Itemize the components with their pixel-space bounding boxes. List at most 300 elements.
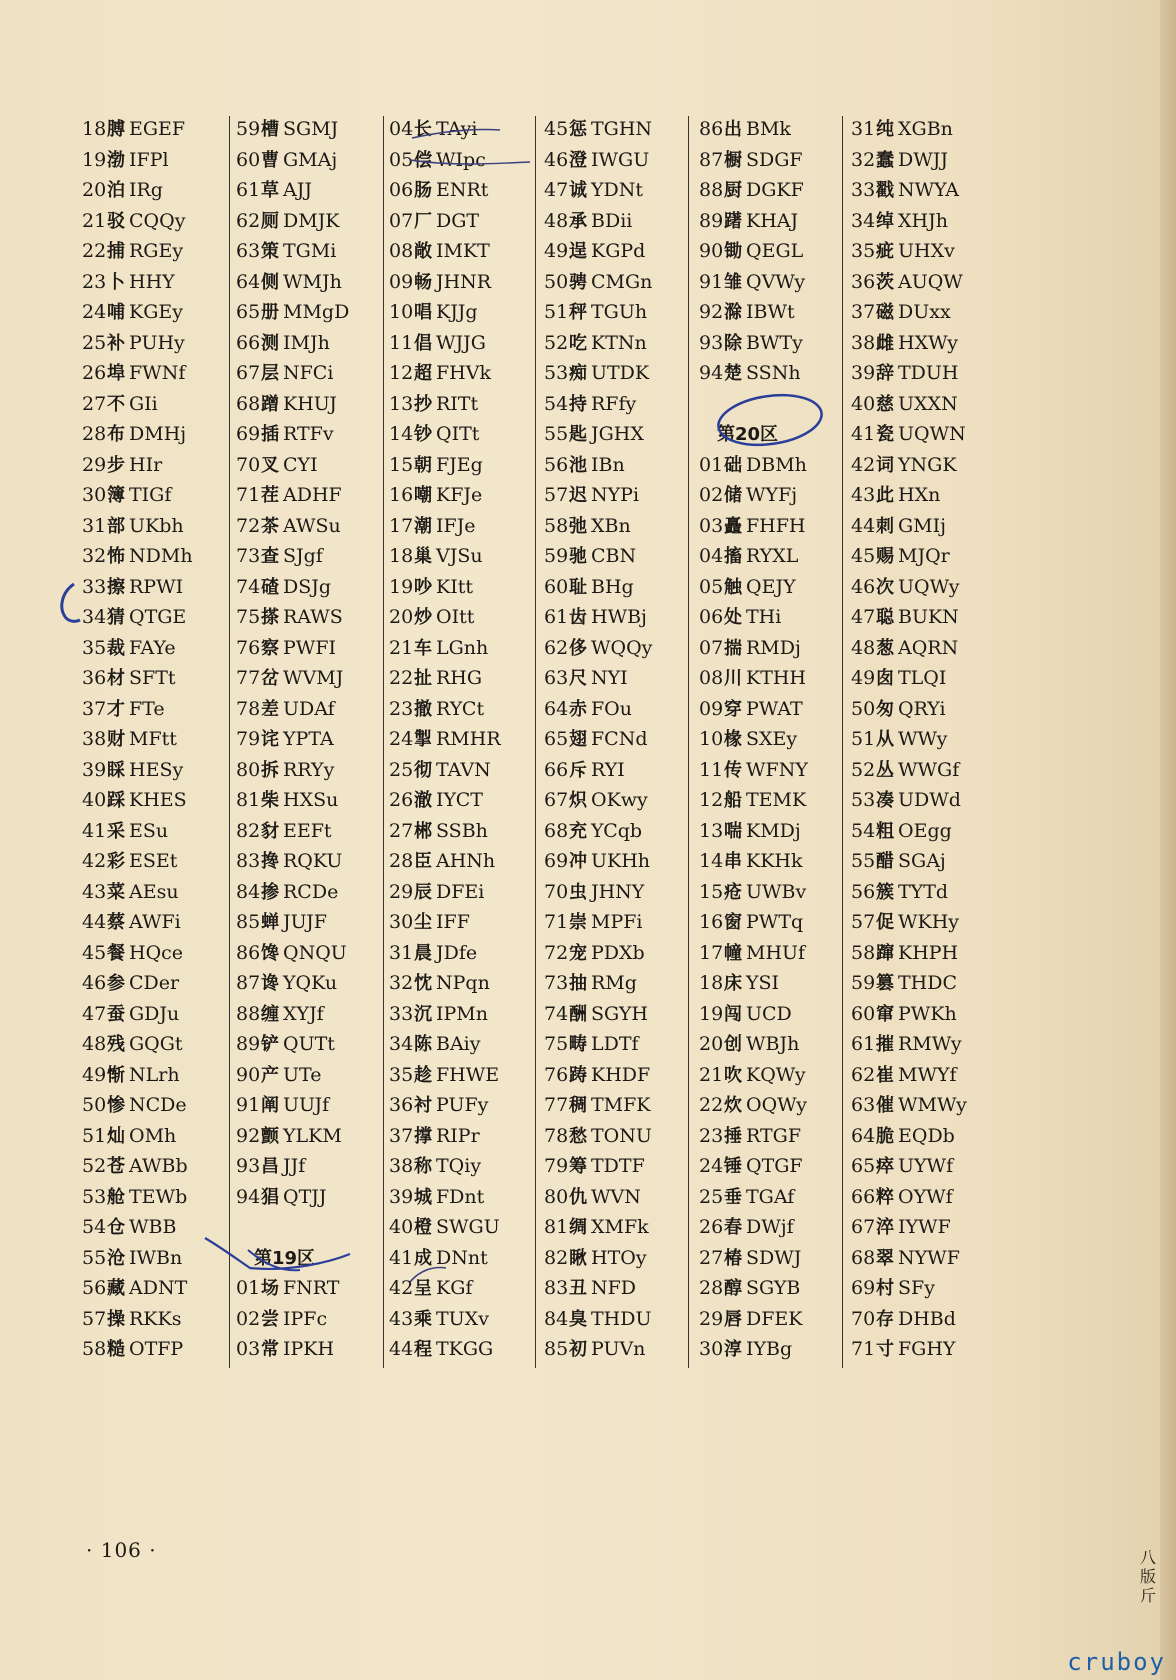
entry-number: 70	[236, 453, 261, 476]
entry-number: 79	[236, 728, 261, 750]
code-entry	[82, 633, 222, 664]
entry-code: QEGL	[746, 240, 804, 262]
entry-number: 41	[389, 1246, 414, 1269]
code-entry	[82, 694, 222, 725]
code-entry	[236, 755, 376, 786]
entry-character: 船	[724, 790, 742, 811]
entry-code: UKbh	[129, 514, 184, 537]
entry-number: 27	[389, 819, 414, 842]
code-entry	[851, 938, 991, 969]
entry-code: UQWN	[898, 423, 966, 445]
entry-code: DBMh	[746, 453, 807, 476]
code-entry	[699, 1334, 839, 1365]
entry-number: 50	[544, 270, 569, 293]
entry-number: 22	[389, 667, 414, 689]
entry-code: DNnt	[436, 1246, 488, 1269]
entry-character: 驰	[569, 546, 587, 567]
entry-code: KFJe	[436, 484, 483, 506]
entry-number: 84	[236, 880, 261, 903]
entry-character: 炒	[414, 607, 432, 628]
code-entry	[236, 694, 376, 725]
entry-code: RAWS	[283, 606, 343, 628]
entry-code: ADNT	[129, 1277, 188, 1299]
entry-number: 32	[389, 972, 414, 994]
entry-code: GIi	[129, 392, 158, 415]
entry-number: 68	[851, 1246, 876, 1269]
entry-code: FHWE	[436, 1063, 500, 1086]
entry-code: THi	[746, 606, 782, 628]
entry-number: 74	[236, 575, 261, 598]
code-entry	[236, 602, 376, 633]
entry-number: 28	[389, 850, 414, 872]
entry-code: SDWJ	[746, 1246, 802, 1269]
code-entry	[389, 724, 529, 755]
code-entry	[389, 1334, 529, 1365]
entry-number: 38	[82, 728, 107, 750]
entry-character: 擦	[107, 576, 125, 598]
entry-number: 63	[544, 667, 569, 689]
entry-character: 测	[261, 332, 279, 354]
entry-number: 65	[851, 1155, 876, 1177]
entry-code: PWKh	[898, 1002, 957, 1025]
code-entry	[236, 328, 376, 359]
code-entry	[389, 1243, 529, 1274]
entry-code: RTFv	[283, 423, 334, 445]
entry-number: 31	[82, 514, 107, 537]
entry-character: 春	[724, 1217, 742, 1238]
code-entry	[699, 1151, 839, 1182]
entry-code: THDU	[591, 1307, 652, 1330]
code-entry	[544, 419, 684, 450]
code-entry	[389, 877, 529, 908]
entry-character: 橙	[414, 1217, 432, 1238]
entry-number: 36	[389, 1094, 414, 1116]
entry-code: TUXv	[436, 1307, 489, 1330]
code-entry	[82, 328, 222, 359]
entry-code: OTFP	[129, 1338, 184, 1360]
entry-number: 26	[389, 789, 414, 811]
code-entry	[236, 1121, 376, 1152]
entry-code: XBn	[591, 514, 631, 537]
entry-character: 逞	[569, 241, 587, 262]
entry-code: IWGU	[591, 148, 650, 171]
code-entry	[851, 175, 991, 206]
code-entry	[236, 389, 376, 420]
entry-code: TDUH	[898, 362, 959, 384]
entry-character: 诧	[261, 729, 279, 750]
entry-character: 车	[414, 637, 432, 659]
entry-code: SGYB	[746, 1277, 801, 1299]
entry-character: 差	[261, 698, 279, 720]
column-rule	[383, 116, 384, 1368]
entry-character: 穿	[724, 698, 742, 720]
code-entry	[699, 206, 839, 237]
entry-code: IPFc	[283, 1307, 328, 1330]
entry-number: 38	[389, 1155, 414, 1177]
entry-character: 持	[569, 393, 587, 415]
code-entry	[82, 1029, 222, 1060]
entry-character: 揣	[724, 637, 742, 659]
code-entry	[389, 328, 529, 359]
section-heading	[236, 1243, 376, 1274]
code-entry	[699, 480, 839, 511]
entry-character: 淳	[724, 1339, 742, 1360]
column-rule	[688, 116, 689, 1368]
entry-character: 仇	[569, 1186, 587, 1208]
code-entry	[389, 602, 529, 633]
entry-character: 瓷	[876, 424, 894, 445]
entry-character: 侧	[261, 271, 279, 293]
code-entry	[82, 1182, 222, 1213]
entry-number: 48	[544, 209, 569, 232]
code-entry	[389, 999, 529, 1030]
code-entry	[851, 114, 991, 145]
entry-number: 83	[236, 850, 261, 872]
entry-character: 澄	[569, 149, 587, 171]
entry-number: 52	[82, 1155, 107, 1177]
entry-character: 匆	[876, 698, 894, 720]
entry-character: 促	[876, 912, 894, 933]
entry-number: 58	[544, 514, 569, 537]
code-entry	[851, 663, 991, 694]
entry-number: 20	[699, 1033, 724, 1055]
code-entry	[851, 206, 991, 237]
entry-number: 25	[699, 1185, 724, 1208]
entry-character: 翠	[876, 1247, 894, 1269]
entry-character: 采	[107, 820, 125, 842]
entry-character: 淬	[876, 1217, 894, 1238]
entry-number: 15	[699, 880, 724, 903]
entry-code: THDC	[898, 972, 958, 994]
entry-number: 05	[699, 575, 724, 598]
entry-number: 37	[82, 697, 107, 720]
entry-number: 51	[851, 728, 876, 750]
entry-number: 35	[851, 240, 876, 262]
entry-code: PUHy	[129, 331, 185, 354]
entry-character: 垂	[724, 1186, 742, 1208]
entry-code: CBN	[591, 545, 637, 567]
code-entry	[544, 1090, 684, 1121]
entry-number: 08	[389, 240, 414, 262]
entry-number: 60	[544, 575, 569, 598]
entry-character: 蠢	[876, 149, 894, 171]
entry-number: 63	[851, 1094, 876, 1116]
entry-number: 60	[851, 1002, 876, 1025]
entry-code: KTNn	[591, 331, 647, 354]
entry-number: 76	[236, 636, 261, 659]
code-entry	[236, 358, 376, 389]
entry-code: WWGf	[898, 758, 960, 781]
code-entry	[389, 389, 529, 420]
code-entry	[82, 907, 222, 938]
entry-code: WJJG	[436, 331, 486, 354]
entry-character: 吵	[414, 576, 432, 598]
code-entry	[544, 1029, 684, 1060]
entry-character: 成	[414, 1247, 432, 1269]
code-entry	[699, 541, 839, 572]
entry-character: 茶	[261, 515, 279, 537]
code-entry	[699, 1060, 839, 1091]
code-column-3	[389, 114, 529, 1365]
entry-number: 07	[389, 209, 414, 232]
code-entry	[389, 1273, 529, 1304]
entry-code: HQce	[129, 941, 184, 964]
code-entry	[389, 511, 529, 542]
entry-number: 22	[82, 240, 107, 262]
entry-number: 64	[851, 1124, 876, 1147]
code-entry	[699, 633, 839, 664]
entry-number: 67	[236, 362, 261, 384]
entry-number: 78	[544, 1124, 569, 1147]
code-entry	[544, 1151, 684, 1182]
entry-code: UUJf	[283, 1094, 330, 1116]
entry-code: XMFk	[591, 1216, 649, 1238]
entry-code: UYWf	[898, 1155, 954, 1177]
code-entry	[544, 1060, 684, 1091]
entry-code: RKKs	[129, 1307, 182, 1330]
entry-number: 21	[82, 209, 107, 232]
entry-character: 赐	[876, 546, 894, 567]
code-entry	[851, 846, 991, 877]
code-entry	[699, 724, 839, 755]
code-entry	[699, 1273, 839, 1304]
code-entry	[82, 663, 222, 694]
entry-character: 簇	[876, 881, 894, 903]
code-entry	[236, 297, 376, 328]
entry-number: 03	[236, 1338, 261, 1360]
entry-character: 篡	[876, 973, 894, 994]
entry-character: 粹	[876, 1186, 894, 1208]
entry-character: 匙	[569, 424, 587, 445]
entry-number: 48	[82, 1033, 107, 1055]
entry-character: 策	[261, 241, 279, 262]
entry-code: FTe	[129, 697, 165, 720]
code-entry	[236, 236, 376, 267]
entry-number: 76	[544, 1063, 569, 1086]
code-entry	[236, 907, 376, 938]
code-entry	[389, 236, 529, 267]
entry-character: 叉	[261, 454, 279, 476]
entry-code: UXXN	[898, 392, 958, 415]
entry-character: 察	[261, 637, 279, 659]
code-entry	[236, 206, 376, 237]
entry-character: 抄	[414, 393, 432, 415]
code-entry	[236, 846, 376, 877]
code-entry	[236, 877, 376, 908]
entry-number: 79	[544, 1155, 569, 1177]
entry-code: KHES	[129, 789, 187, 811]
entry-number: 47	[82, 1002, 107, 1025]
entry-number: 90	[699, 240, 724, 262]
code-entry	[82, 724, 222, 755]
code-entry	[389, 114, 529, 145]
entry-code: DMJK	[283, 209, 340, 232]
entry-code: FDnt	[436, 1185, 485, 1208]
entry-code: FAYe	[129, 636, 176, 659]
entry-character: 搽	[261, 607, 279, 628]
code-entry	[82, 511, 222, 542]
code-entry	[699, 999, 839, 1030]
entry-code: IMJh	[283, 331, 330, 354]
column-rule	[535, 116, 536, 1368]
entry-number: 57	[544, 484, 569, 506]
code-entry	[699, 1304, 839, 1335]
entry-number: 86	[699, 118, 724, 140]
entry-code: NFD	[591, 1277, 637, 1299]
entry-number: 51	[82, 1124, 107, 1147]
entry-code: QTGE	[129, 606, 187, 628]
entry-character: 场	[261, 1278, 279, 1299]
entry-character: 窜	[876, 1003, 894, 1025]
code-entry	[236, 968, 376, 999]
entry-number: 61	[851, 1033, 876, 1055]
entry-character: 冲	[569, 851, 587, 872]
entry-number: 51	[544, 301, 569, 323]
entry-number: 27	[82, 392, 107, 415]
entry-character: 蝉	[261, 912, 279, 933]
entry-code: RQKU	[283, 850, 343, 872]
margin-note: 八版斤	[1139, 1548, 1156, 1605]
entry-character: 窗	[724, 912, 742, 933]
code-entry	[82, 1060, 222, 1091]
entry-character: 怖	[107, 546, 125, 567]
entry-number: 41	[82, 819, 107, 842]
entry-character: 苍	[107, 1156, 125, 1177]
entry-character: 不	[107, 393, 125, 415]
entry-number: 60	[236, 148, 261, 171]
entry-number: 48	[851, 636, 876, 659]
entry-code: HIr	[129, 453, 163, 476]
entry-character: 厨	[724, 180, 742, 201]
entry-character: 惨	[107, 1095, 125, 1116]
entry-number: 73	[236, 545, 261, 567]
entry-character: 豺	[261, 820, 279, 842]
code-entry	[389, 846, 529, 877]
entry-code: IFJe	[436, 514, 476, 537]
entry-character: 次	[876, 576, 894, 598]
code-entry	[544, 999, 684, 1030]
entry-number: 63	[236, 240, 261, 262]
code-entry	[236, 633, 376, 664]
entry-number: 35	[389, 1063, 414, 1086]
code-entry	[851, 694, 991, 725]
entry-code: RYI	[591, 758, 625, 781]
entry-number: 92	[236, 1124, 261, 1147]
code-entry	[544, 267, 684, 298]
code-entry	[699, 1029, 839, 1060]
entry-number: 13	[699, 819, 724, 842]
entry-character: 承	[569, 210, 587, 232]
code-entry	[699, 877, 839, 908]
code-entry	[236, 816, 376, 847]
code-entry	[699, 1243, 839, 1274]
entry-code: SXEy	[746, 728, 798, 750]
code-entry	[851, 450, 991, 481]
entry-code: EGEF	[129, 118, 186, 140]
entry-code: FJEg	[436, 453, 483, 476]
entry-character: 村	[876, 1278, 894, 1299]
entry-number: 34	[389, 1033, 414, 1055]
code-entry	[82, 1273, 222, 1304]
code-entry	[544, 389, 684, 420]
entry-number: 25	[389, 758, 414, 781]
entry-character: 脆	[876, 1125, 894, 1147]
entry-character: 椽	[724, 729, 742, 750]
entry-number: 45	[82, 941, 107, 964]
entry-number: 10	[389, 301, 414, 323]
entry-code: TQiy	[436, 1155, 482, 1177]
entry-code: UTe	[283, 1063, 322, 1086]
entry-character: 沧	[107, 1247, 125, 1269]
entry-code: QTJJ	[283, 1185, 327, 1208]
entry-number: 19	[699, 1002, 724, 1025]
code-entry	[389, 1182, 529, 1213]
code-entry	[544, 297, 684, 328]
code-entry	[389, 694, 529, 725]
entry-character: 迟	[569, 485, 587, 506]
entry-code: DFEK	[746, 1307, 803, 1330]
entry-character: 稠	[569, 1095, 587, 1116]
entry-character: 醋	[876, 851, 894, 872]
entry-code: VJSu	[436, 545, 483, 567]
entry-code: IRg	[129, 179, 163, 201]
entry-character: 醇	[724, 1278, 742, 1299]
entry-number: 37	[389, 1124, 414, 1147]
entry-code: TYTd	[898, 880, 949, 903]
entry-character: 才	[107, 698, 125, 720]
code-entry	[851, 419, 991, 450]
code-entry	[544, 663, 684, 694]
code-entry	[544, 480, 684, 511]
entry-code: OYWf	[898, 1185, 953, 1208]
code-entry	[82, 816, 222, 847]
entry-code: MFtt	[129, 728, 177, 750]
code-entry	[851, 1334, 991, 1365]
entry-code: TGHN	[591, 118, 653, 140]
entry-number: 40	[389, 1216, 414, 1238]
entry-code: WMJh	[283, 270, 342, 293]
code-entry	[699, 236, 839, 267]
entry-character: 捶	[724, 1125, 742, 1147]
code-entry	[544, 907, 684, 938]
code-entry	[699, 907, 839, 938]
entry-code: PUFy	[436, 1094, 489, 1116]
code-entry	[82, 1212, 222, 1243]
entry-character: 橱	[724, 149, 742, 171]
entry-character: 步	[107, 454, 125, 476]
entry-number: 36	[851, 270, 876, 293]
entry-code: JDfe	[436, 941, 478, 964]
entry-number: 45	[544, 118, 569, 140]
entry-number: 75	[236, 606, 261, 628]
entry-number: 65	[236, 301, 261, 323]
entry-number: 80	[544, 1185, 569, 1208]
code-entry	[699, 968, 839, 999]
entry-code: XHJh	[898, 209, 948, 232]
entry-character: 趁	[414, 1064, 432, 1086]
section-label: 第20区	[717, 424, 779, 445]
entry-character: 雌	[876, 332, 894, 354]
entry-number: 42	[851, 453, 876, 476]
entry-number: 01	[236, 1277, 261, 1299]
entry-code: ENRt	[436, 179, 489, 201]
entry-character: 撑	[414, 1125, 432, 1147]
code-entry	[389, 1090, 529, 1121]
code-entry	[389, 755, 529, 786]
entry-character: 摧	[876, 1034, 894, 1055]
code-entry	[851, 816, 991, 847]
entry-number: 91	[236, 1094, 261, 1116]
